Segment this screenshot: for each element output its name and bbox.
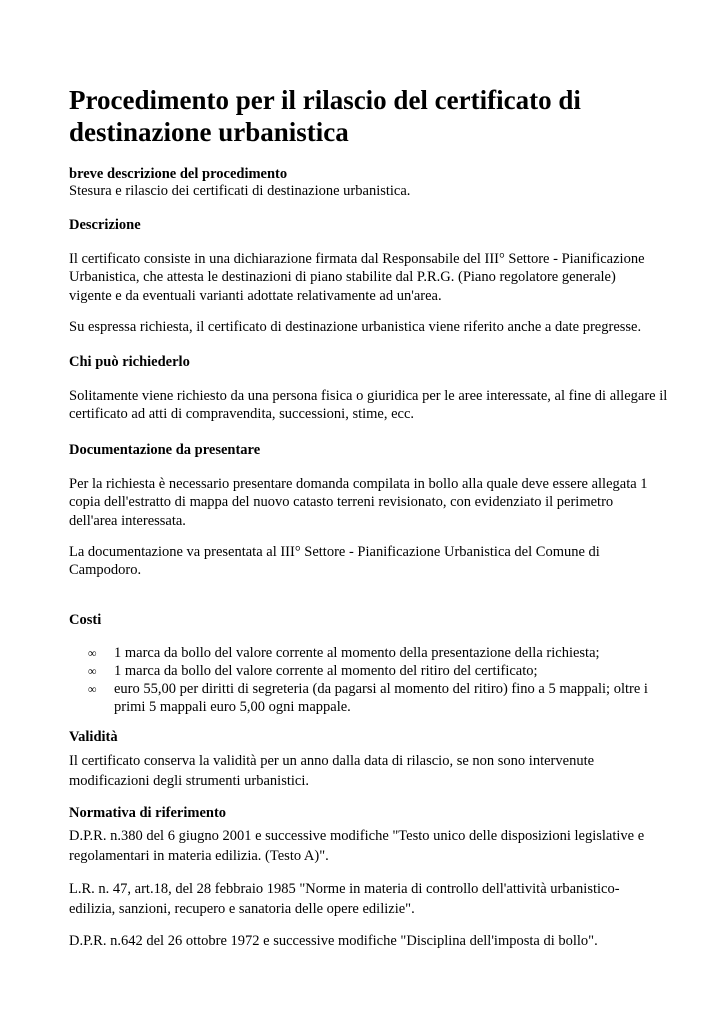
infinity-bullet-icon: ∞ bbox=[88, 664, 97, 678]
infinity-bullet-icon: ∞ bbox=[88, 646, 97, 660]
validita-text: Il certificato conserva la validità per un anno dalla data di rilascio, se non sono intervenute modificazioni degli strumenti urbanistici. bbox=[69, 753, 595, 789]
page-title: Procedimento per il rilascio del certificato di destinazione urbanistica bbox=[69, 85, 581, 147]
documentazione-paragraph-1: Per la richiesta è necessario presentare domanda compilata in bollo alla quale deve essere allegata 1 copia dell'estratto di mappa del nuovo catasto terreni revisionato, con evidenziato il perimetro dell'area interessata. bbox=[69, 476, 648, 529]
infinity-bullet-icon: ∞ bbox=[88, 682, 97, 696]
costi-heading: Costi bbox=[69, 612, 102, 628]
documentazione-paragraph-2: La documentazione va presentata al III° Settore - Pianificazione Urbanistica del Comune di Campodoro. bbox=[69, 544, 600, 579]
costi-item-text: 1 marca da bollo del valore corrente al momento del ritiro del certificato; bbox=[114, 663, 538, 679]
descrizione-paragraph-1: Il certificato consiste in una dichiarazione firmata dal Responsabile del III° Settore - Pianificazione Urbanistica, che attesta le destinazioni di piano stabilite dal P.R.G. (Piano regolatore generale) vigente e da eventuali varianti adottate relativamente ad un'area. bbox=[69, 251, 645, 304]
list-item bbox=[69, 644, 669, 662]
normativa-item-1: D.P.R. n.380 del 6 giugno 2001 e successive modifiche "Testo unico delle disposizioni legislative e regolamentari in materia edilizia. (Testo A)". bbox=[69, 828, 645, 864]
descrizione-heading: Descrizione bbox=[69, 217, 141, 233]
list-item bbox=[69, 662, 669, 680]
normativa-item-2: L.R. n. 47, art.18, del 28 febbraio 1985 "Norme in materia di controllo dell'attività urbanistico-edilizia, sanzioni, recupero e sanatoria delle opere edilizie". bbox=[69, 881, 620, 917]
costi-item-text: euro 55,00 per diritti di segreteria (da pagarsi al momento del ritiro) fino a 5 mappali; oltre i primi 5 mappali euro 5,00 ogni mappale. bbox=[114, 681, 648, 715]
costi-list bbox=[69, 644, 669, 716]
normativa-heading: Normativa di riferimento bbox=[69, 805, 227, 821]
costi-item-text: 1 marca da bollo del valore corrente al momento della presentazione della richiesta; bbox=[114, 645, 600, 661]
descrizione-paragraph-2: Su espressa richiesta, il certificato di destinazione urbanistica viene riferito anche a date pregresse. bbox=[69, 319, 642, 335]
chi-text: Solitamente viene richiesto da una persona fisica o giuridica per le aree interessate, al fine di allegare il certificato ad atti di compravendita, successioni, stime, ecc. bbox=[69, 388, 668, 423]
chi-heading: Chi può richiederlo bbox=[69, 354, 190, 370]
validita-heading: Validità bbox=[69, 729, 118, 745]
breve-heading: breve descrizione del procedimento bbox=[69, 166, 288, 182]
list-item bbox=[69, 680, 669, 716]
breve-text: Stesura e rilascio dei certificati di destinazione urbanistica. bbox=[69, 183, 411, 199]
normativa-item-3: D.P.R. n.642 del 26 ottobre 1972 e successive modifiche "Disciplina dell'imposta di bollo". bbox=[69, 933, 598, 949]
documentazione-heading: Documentazione da presentare bbox=[69, 442, 261, 458]
